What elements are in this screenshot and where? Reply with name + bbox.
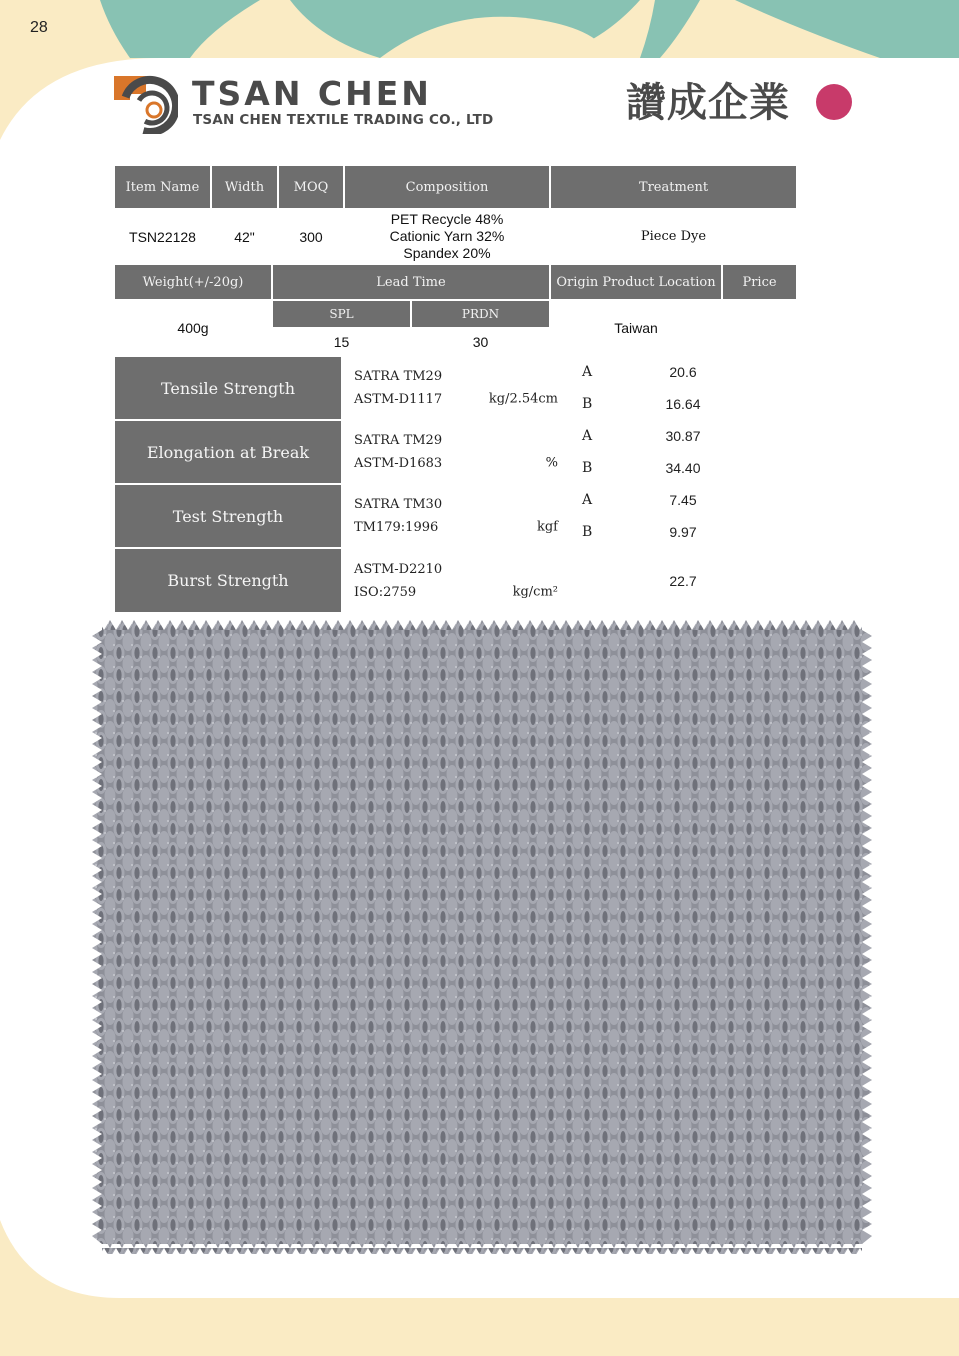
method-line: SATRA TM30 — [354, 497, 443, 512]
spl-value: 15 — [273, 329, 410, 355]
test-method — [343, 421, 568, 483]
result-value: 34.40 — [665, 460, 701, 476]
tsan-chen-logo-icon — [112, 72, 178, 134]
composition-line: PET Recycle 48% — [390, 211, 504, 227]
brand-chinese-name: 讚成企業 — [626, 80, 790, 126]
test-unit: kg/2.54cm — [488, 391, 558, 407]
result-a — [570, 485, 796, 515]
result-value: 30.87 — [665, 428, 701, 444]
test-name: Burst Strength — [115, 549, 341, 612]
header-price: Price — [723, 265, 796, 299]
price-value — [723, 301, 796, 355]
brand-subtitle: TSAN CHEN TEXTILE TRADING CO., LTD — [193, 112, 494, 128]
header-width: Width — [212, 166, 277, 208]
treatment-value: Piece Dye — [551, 210, 796, 263]
header-moq: MOQ — [279, 166, 343, 208]
header-origin: Origin Product Location — [551, 265, 721, 299]
header-treatment: Treatment — [551, 166, 796, 208]
brand-dot-icon — [816, 84, 852, 120]
result-b — [570, 453, 796, 483]
test-unit: % — [545, 455, 558, 471]
fabric-swatch-image — [92, 620, 872, 1254]
test-name: Tensile Strength — [115, 357, 341, 419]
header-weight: Weight(+/-20g) — [115, 265, 271, 299]
prdn-value: 30 — [412, 329, 549, 355]
origin-value: Taiwan — [551, 301, 721, 355]
test-unit: kg/cm² — [512, 584, 558, 599]
page-number: 28 — [30, 19, 48, 36]
result-a — [570, 357, 796, 387]
header-lead-time: Lead Time — [273, 265, 549, 299]
method-line: ISO:2759 — [354, 584, 417, 600]
method-line: ASTM-D1117 — [354, 392, 443, 407]
result-value: 16.64 — [665, 396, 701, 412]
test-name: Elongation at Break — [115, 421, 341, 483]
test-method — [343, 357, 568, 419]
test-method — [343, 549, 568, 612]
composition-value — [345, 210, 549, 263]
method-line: ASTM-D1683 — [354, 456, 443, 471]
brand-name: TSAN CHEN — [192, 74, 432, 113]
spec-table — [114, 165, 797, 613]
weight-value: 400g — [115, 301, 271, 355]
test-name: Test Strength — [115, 485, 341, 547]
method-line: SATRA TM29 — [354, 369, 443, 384]
result-label: B — [582, 524, 593, 540]
width-value: 42" — [212, 210, 277, 263]
header-composition: Composition — [345, 166, 549, 208]
result-label: A — [582, 492, 593, 508]
result-value: 7.45 — [669, 492, 697, 508]
result-label: A — [582, 428, 593, 444]
result-label: B — [582, 396, 593, 412]
result-single — [570, 549, 796, 612]
result-label: B — [582, 460, 593, 476]
moq-value: 300 — [279, 210, 343, 263]
item-name-value: TSN22128 — [115, 210, 210, 263]
result-b — [570, 389, 796, 419]
method-line: TM179:1996 — [354, 520, 439, 535]
test-unit: kgf — [536, 519, 558, 535]
header-spl: SPL — [273, 301, 410, 327]
result-value: 9.97 — [669, 524, 697, 540]
composition-line: Spandex 20% — [403, 245, 491, 261]
header-item-name: Item Name — [115, 166, 210, 208]
result-value: 20.6 — [669, 364, 697, 380]
result-b — [570, 517, 796, 547]
method-line: ASTM-D2210 — [354, 561, 443, 577]
result-a — [570, 421, 796, 451]
header-prdn: PRDN — [412, 301, 549, 327]
result-value: 22.7 — [669, 572, 697, 589]
composition-line: Cationic Yarn 32% — [389, 228, 505, 244]
test-method — [343, 485, 568, 547]
result-label: A — [582, 364, 593, 380]
method-line: SATRA TM29 — [354, 433, 443, 448]
